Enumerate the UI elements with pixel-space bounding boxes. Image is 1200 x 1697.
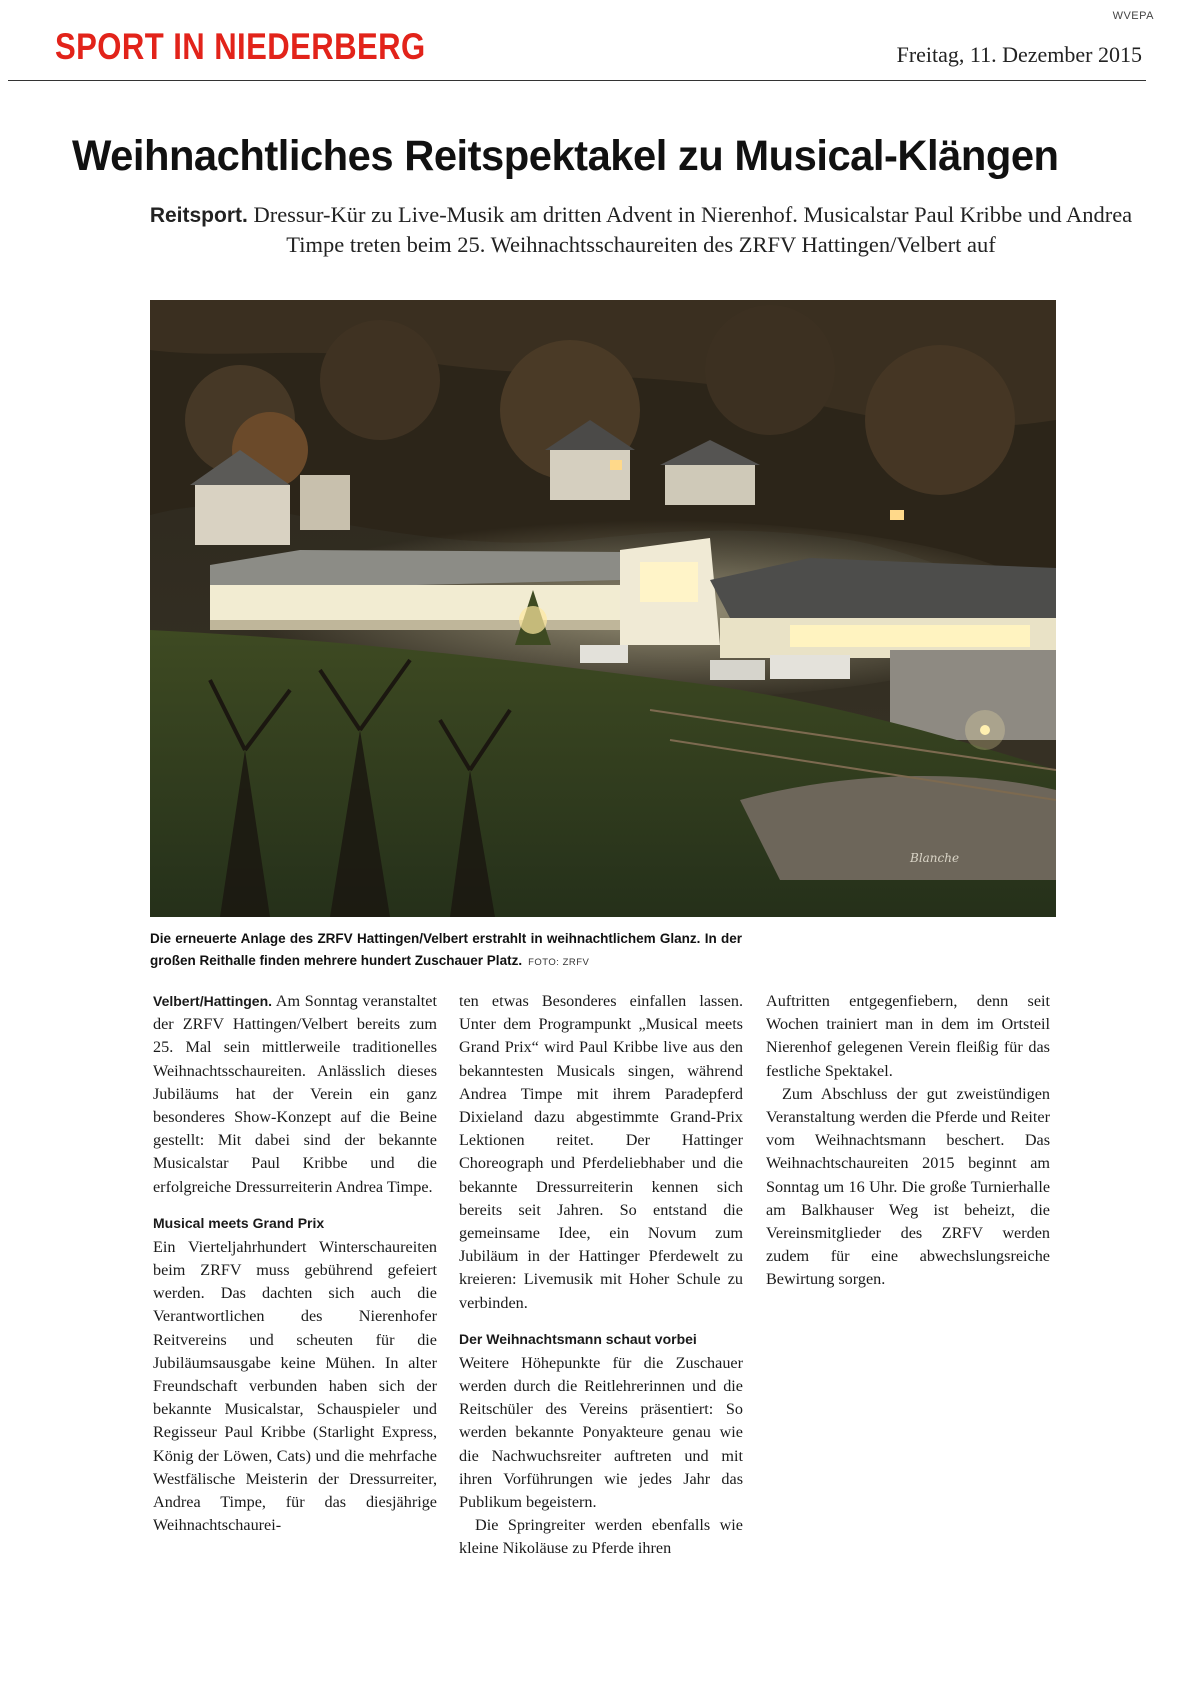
paragraph: ten etwas Besonderes einfallen lassen. Unter dem Programpunkt „Musical meets Grand Prix“ wird Paul Kribbe live aus den bekanntesten Musicals singen, während Andrea Timpe mit ihrem Paradepferd Dixieland dazu abgestimmte Grand-Prix Lektionen reitet. Der Hattinger Choreograph und Pferdeliebhaber und die bekannte Dressurreiterin kennen sich bereits seit Jahren. So entstand die gemeinsame Idee, ein Novum zum Jubiläum in der Hattinger Pferdewelt zu kreieren: Livemusik mit Hoher Schule zu verbinden. xyxy=(459,992,743,1312)
header-rule xyxy=(8,80,1146,81)
paragraph: Weitere Höhepunkte für die Zuschauer werden durch die Reitlehrerinnen und die Reitschüler des Vereins präsentiert: So werden bekannte Ponyakteure genau wie die Nachwuchsreiter auftreten und mit ihren Vorführungen wie jedes Jahr das Publikum begeistern. xyxy=(459,1353,743,1512)
issue-date: Freitag, 11. Dezember 2015 xyxy=(896,42,1142,67)
standfirst xyxy=(146,200,1136,259)
photo-signature: Blanche xyxy=(910,851,960,865)
subheading: Musical meets Grand Prix xyxy=(153,1214,325,1231)
paragraph: Die Springreiter werden ebenfalls wie kleine Nikoläuse zu Pferde ihren xyxy=(459,1516,743,1558)
article-column-3 xyxy=(766,990,1050,1292)
article-photo xyxy=(150,300,1056,917)
photo-caption xyxy=(150,928,742,974)
photo-credit: FOTO: ZRFV xyxy=(528,957,590,968)
subheading: Der Weihnachtsmann schaut vorbei xyxy=(459,1330,697,1347)
photo-night-equestrian-facility xyxy=(150,300,1056,917)
photo-caption-text: Die erneuerte Anlage des ZRFV Hattingen/Velbert erstrahlt in weihnachtlichem Glanz. In der großen Reithalle finden mehrere hundert Zuschauer Platz. xyxy=(150,931,742,968)
source-label: WVEPA xyxy=(1112,10,1154,22)
paragraph: Zum Abschluss der gut zweistündigen Veranstaltung werden die Pferde und Reiter vom Weihnachtsmann beschert. Das Weihnachtschaureiten 2015 beginnt am Sonntag um 16 Uhr. Die große Turnierhalle am Balkhauser Weg ist beheizt, die Vereinsmitglieder des ZRFV werden zudem für eine abwechslungsreiche Bewirtung sorgen. xyxy=(766,1084,1050,1289)
standfirst-lead: Reitsport. xyxy=(149,204,248,227)
dateline: Velbert/Hattingen. xyxy=(153,993,273,1009)
article-column-1 xyxy=(153,990,437,1537)
paragraph: Am Sonntag veranstaltet der ZRFV Hattingen/Velbert bereits zum 25. Mal sein mittlerweile traditionelles Weihnachtsschaureiten. Anlässlich dieses Jubiläums hat der Verein ein ganz besonderes Show-Konzept auf die Beine gestellt: Mit dabei sind der bekannte Musicalstar Paul Kribbe und die erfolgreiche Dressurreiterin Andrea Timpe. xyxy=(153,992,437,1196)
section-title: SPORT IN NIEDERBERG xyxy=(55,26,426,67)
standfirst-text: Dressur-Kür zu Live-Musik am dritten Advent in Nierenhof. Musicalstar Paul Kribbe und Andrea Timpe treten beim 25. Weihnachtsschaureiten des ZRFV Hattingen/Velbert auf xyxy=(247,202,1133,257)
headline: Weihnachtliches Reitspektakel zu Musical-Klängen xyxy=(72,132,1059,180)
paragraph: Ein Vierteljahrhundert Winterschaureiten beim ZRFV muss gebührend gefeiert werden. Das dachten sich auch die Verantwortlichen des Nierenhofer Reitvereins und scheuten für die Jubiläumsausgabe keine Mühen. In alter Freundschaft verbunden haben sich der bekannte Musicalstar, Schauspieler und Regisseur Paul Kribbe (Starlight Express, König der Löwen, Cats) und die mehrfache Westfälische Meisterin der Dressurreiter, Andrea Timpe, für das diesjährige Weihnachtschaurei- xyxy=(153,1237,437,1535)
paragraph: Auftritten entgegenfiebern, denn seit Wochen trainiert man in dem im Ortsteil Nierenhof gelegenen Verein fleißig für das festliche Spektakel. xyxy=(766,992,1050,1080)
article-column-2 xyxy=(459,990,743,1561)
